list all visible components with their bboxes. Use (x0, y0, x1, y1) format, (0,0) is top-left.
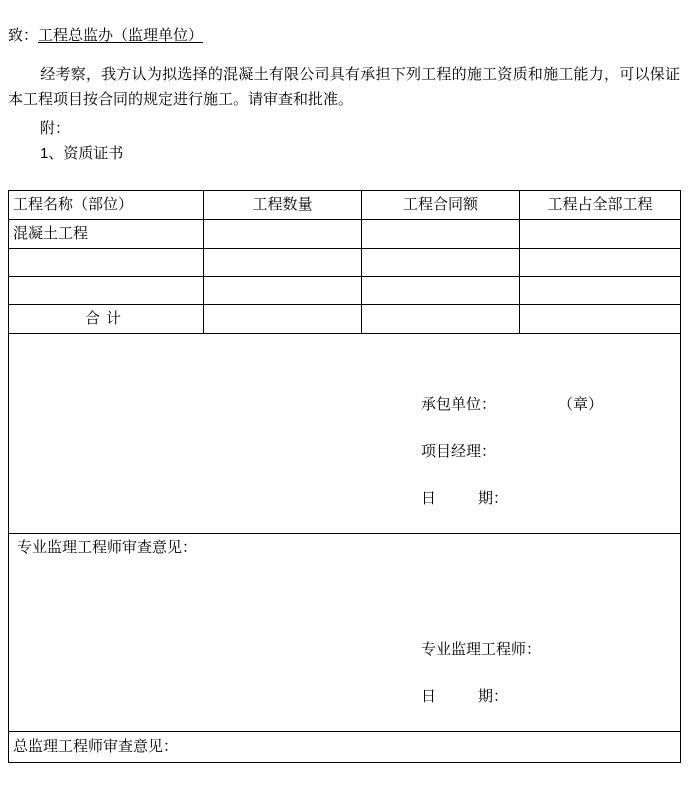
table-cell-amount (362, 220, 520, 249)
letter-header (8, 0, 680, 166)
table-cell-share (520, 249, 681, 277)
table-cell-quantity (204, 277, 362, 305)
table-cell-name (9, 249, 204, 277)
total-quantity (204, 305, 362, 334)
attachment-item-1: 1、资质证书 (40, 145, 124, 162)
contractor-date-label: 日 (421, 490, 437, 507)
table-cell-amount (362, 249, 520, 277)
contractor-seal-label: （章） (558, 396, 604, 413)
professional-engineer-date-label: 日 (421, 688, 437, 705)
table-header-row (9, 191, 681, 220)
table-row (9, 220, 681, 249)
table-header-cell-2: 工程数量 (204, 191, 362, 220)
addressee-line (8, 26, 680, 46)
contractor-date-label-2: 期： (478, 490, 509, 507)
professional-engineer-date-label-2: 期： (478, 688, 509, 705)
project-manager-row (421, 439, 676, 486)
professional-engineer-date-row (421, 684, 676, 731)
total-label: 合计 (9, 305, 204, 334)
total-share (520, 305, 681, 334)
project-table (8, 190, 681, 763)
table-header-cell-1: 工程名称（部位） (9, 191, 204, 220)
professional-engineer-signature-block (13, 559, 676, 731)
table-header-cell-3: 工程合同额 (362, 191, 520, 220)
chief-engineer-opinion-title: 总监理工程师审查意见： (9, 732, 681, 763)
table-cell-share (520, 220, 681, 249)
contractor-unit-row (421, 392, 676, 439)
table-row (9, 277, 681, 305)
table-cell-share (520, 277, 681, 305)
table-row (9, 249, 681, 277)
total-amount (362, 305, 520, 334)
chief-engineer-row (9, 732, 681, 763)
attachment-label: 附： (40, 120, 71, 137)
table-header-cell-4: 工程占全部工程 (520, 191, 681, 220)
addressee-label: 致： (8, 27, 39, 44)
project-manager-label: 项目经理： (421, 443, 497, 460)
table-cell-amount (362, 277, 520, 305)
professional-engineer-cell (9, 534, 681, 732)
professional-engineer-signature-row (421, 637, 676, 684)
table-cell-name (9, 277, 204, 305)
table-cell-name: 混凝土工程 (9, 220, 204, 249)
contractor-date-row (421, 486, 676, 533)
contractor-unit-label: 承包单位： (421, 396, 497, 413)
addressee-value: 工程总监办（监理单位） (38, 27, 204, 44)
table-cell-quantity (204, 249, 362, 277)
contractor-signature-block (13, 334, 676, 533)
paragraph-text: 经考察，我方认为拟选择的混凝土有限公司具有承担下列工程的施工资质和施工能力，可以保证本工程项目按合同的规定进行施工。请审查和批准。 (8, 66, 680, 108)
professional-engineer-row (9, 534, 681, 732)
table-total-row (9, 305, 681, 334)
professional-engineer-opinion-title: 专业监理工程师审查意见： (17, 539, 198, 556)
table-cell-quantity (204, 220, 362, 249)
letter-body-paragraph (8, 62, 680, 112)
contractor-signature-row (9, 334, 681, 534)
professional-engineer-signature-label: 专业监理工程师： (421, 641, 542, 658)
contractor-signature-cell (9, 334, 681, 534)
